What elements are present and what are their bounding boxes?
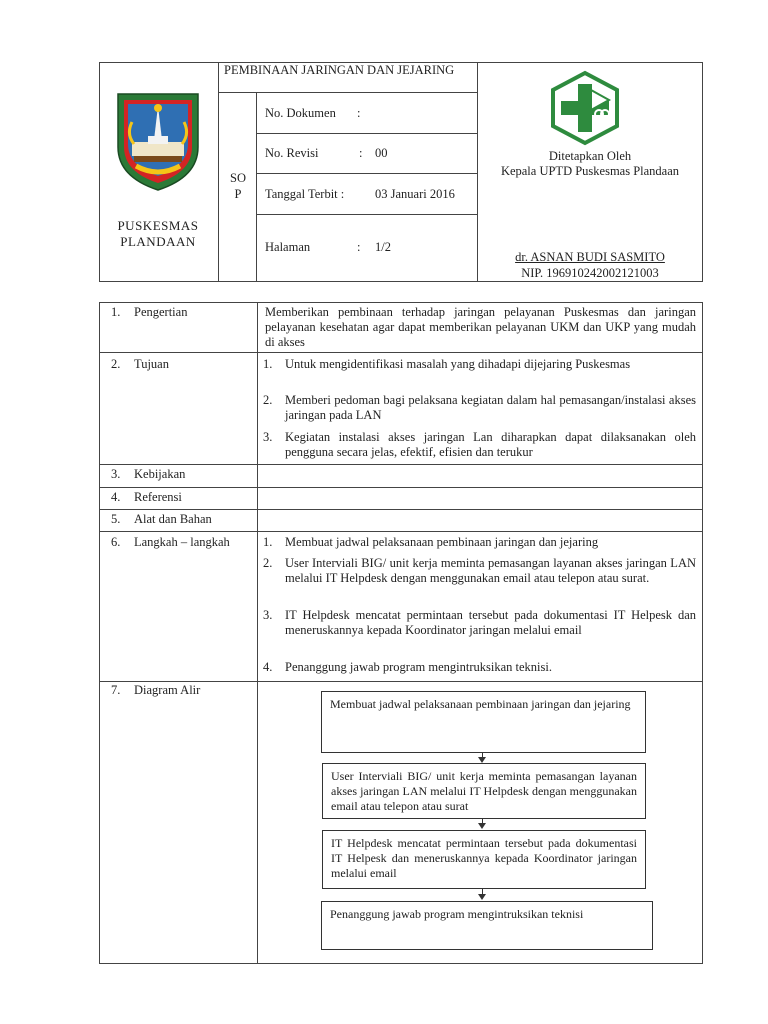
revision-value: 00 xyxy=(375,146,388,160)
page-value: 1/2 xyxy=(375,240,391,254)
east-java-crest-icon xyxy=(112,92,204,192)
flow-box xyxy=(321,691,646,753)
page-label: Halaman xyxy=(265,240,311,254)
flow-box-text: IT Helpdesk mencatat permintaan tersebut pada dokumentasi IT Helpesk dan meneruskannya kepada Koordinator jaringan melalui email xyxy=(331,836,637,880)
flow-box xyxy=(322,763,646,819)
approved-by: Ditetapkan Oleh xyxy=(548,149,632,163)
issue-date-value: 03 Januari 2016 xyxy=(375,187,455,201)
langkah-item: Membuat jadwal pelaksanaan pembinaan jaringan dan jejaring xyxy=(285,535,599,549)
section-number: 3. xyxy=(111,467,121,481)
pengertian-text: Memberikan pembinaan terhadap jaringan pelayanan Puskesmas dan jaringan pelayanan kesehatan agar dapat memberikan pelayanan UKM dan UKP yang mudah di akses xyxy=(265,305,696,349)
section-label-pengertian: Pengertian xyxy=(134,305,188,319)
list-item-number: 1. xyxy=(263,535,273,549)
section-label-diagram: Diagram Alir xyxy=(134,683,201,697)
issue-date-label: Tanggal Terbit : xyxy=(265,187,345,201)
flow-arrow-icon xyxy=(482,818,483,824)
org-name: PUSKESMAS PLANDAAN xyxy=(117,218,199,249)
langkah-item: IT Helpdesk mencatat permintaan tersebut pada dokumentasi IT Helpesk dan meneruskannya kepada Koordinator jaringan melalui email xyxy=(285,608,696,637)
section-label-kebijakan: Kebijakan xyxy=(134,467,186,481)
page-sep: : xyxy=(357,240,361,254)
flow-box-text: Membuat jadwal pelaksanaan pembinaan jaringan dan jejaring xyxy=(330,697,631,711)
flow-arrow-icon xyxy=(482,888,483,895)
list-item-number: 3. xyxy=(263,430,273,444)
list-item-number: 2. xyxy=(263,556,273,570)
doc-number-sep: : xyxy=(357,106,361,120)
sop-label: SO P xyxy=(230,171,246,201)
tujuan-item: Memberi pedoman bagi pelaksana kegiatan dalam hal pemasangan/instalasi akses jaringan pada LAN xyxy=(285,393,696,422)
list-item-number: 3. xyxy=(263,608,273,622)
list-item-number: 1. xyxy=(263,357,273,371)
tujuan-item: Untuk mengidentifikasi masalah yang dihadapi dijejaring Puskesmas xyxy=(285,357,631,371)
section-number: 5. xyxy=(111,512,121,526)
flow-box-text: Penanggung jawab program mengintruksikan teknisi xyxy=(330,907,584,921)
list-item-number: 2. xyxy=(263,393,273,407)
document-title: PEMBINAAN JARINGAN DAN JEJARING xyxy=(224,63,455,77)
flow-box-text: User Interviali BIG/ unit kerja meminta pemasangan layanan akses jaringan LAN melalui IT Helpdesk dengan menggunakan email atau telepon atau surat xyxy=(331,769,637,813)
section-number: 6. xyxy=(111,535,121,549)
section-label-referensi: Referensi xyxy=(134,490,182,504)
section-number: 7. xyxy=(111,683,121,697)
section-label-alat: Alat dan Bahan xyxy=(134,512,212,526)
section-label-langkah: Langkah – langkah xyxy=(134,535,230,549)
flow-box xyxy=(322,830,646,889)
list-item-number: 4. xyxy=(263,660,273,674)
flow-arrow-icon xyxy=(482,752,483,758)
signer-name: dr. ASNAN BUDI SASMITO xyxy=(515,250,665,264)
langkah-item: Penanggung jawab program mengintruksikan teknisi. xyxy=(285,660,552,674)
section-number: 2. xyxy=(111,357,121,371)
section-number: 1. xyxy=(111,305,121,319)
section-label-tujuan: Tujuan xyxy=(134,357,169,371)
langkah-item: User Interviali BIG/ unit kerja meminta pemasangan layanan akses jaringan LAN melalui IT Helpdesk dengan menggunakan email atau telepon atau surat. xyxy=(285,556,696,585)
flow-box xyxy=(321,901,653,950)
doc-number-label: No. Dokumen xyxy=(265,106,336,120)
revision-label: No. Revisi xyxy=(265,146,319,160)
section-number: 4. xyxy=(111,490,121,504)
approver-title: Kepala UPTD Puskesmas Plandaan xyxy=(500,164,680,178)
revision-sep: : xyxy=(359,146,363,160)
tujuan-item: Kegiatan instalasi akses jaringan Lan diharapkan dapat dilaksanakan oleh pengguna secara jelas, efektif, efisien dan terukur xyxy=(285,430,696,459)
puskesmas-logo-icon xyxy=(547,70,623,146)
signer-nip: NIP. 196910242002121003 xyxy=(521,266,659,280)
